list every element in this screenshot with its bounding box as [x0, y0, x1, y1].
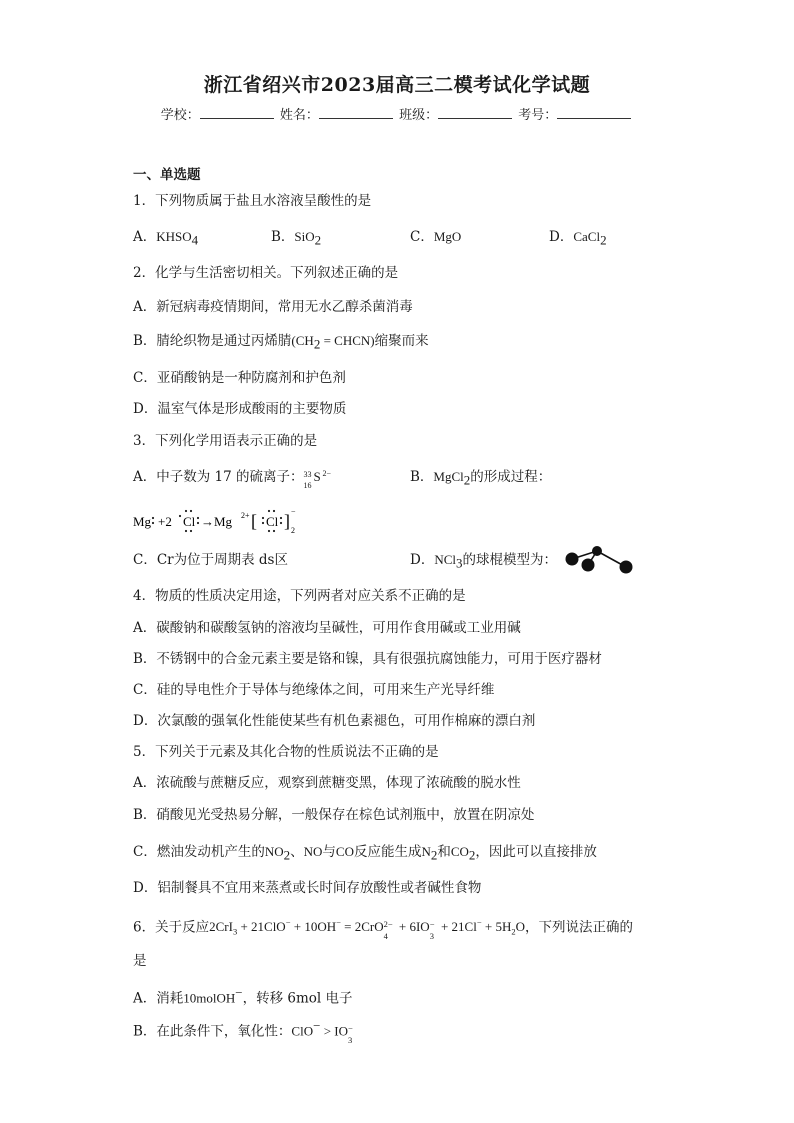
exam-number-label: 考号：	[518, 108, 558, 123]
q5-option-a: A．浓硫酸与蔗糖反应，观察到蔗糖变黑，体现了浓硫酸的脱水性	[133, 775, 521, 791]
q3-option-a: A．中子数为 17 的硫离子： 33 16 S 2−	[133, 469, 332, 490]
q2-stem: 2．化学与生活密切相关。下列叙述正确的是	[133, 265, 399, 281]
q1-option-b: B．SiO$_2$	[271, 229, 322, 248]
lewis-cl-ion: Cl	[266, 514, 279, 529]
q4-stem: 4．物质的性质决定用途，下列两者对应关系不正确的是	[133, 588, 466, 604]
q6-stem-wrap: 是	[133, 953, 147, 969]
lewis-cl: Cl	[183, 514, 196, 529]
q5-option-d: D．铝制餐具不宜用来蒸煮或长时间存放酸性或者碱性食物	[133, 880, 482, 896]
q6-option-b: B．在此条件下，氧化性：ClO− > IO − 3	[133, 1018, 353, 1045]
q6-stem: 6．关于反应2CrI$_3$ + 21ClO− + 10OH− = 2CrO 2− 4 + 6IO − 3 + $21Cl^- + 5H_2O$，下列说法正确的	[133, 918, 633, 942]
class-blank[interactable]	[438, 106, 512, 119]
ncl3-ball-stick-model	[562, 543, 638, 575]
q3-option-b: B．MgCl$_2$的形成过程：	[410, 469, 552, 488]
student-info-line	[0, 104, 794, 123]
section-heading: 一、单选题	[133, 167, 201, 183]
q5-option-b: B．硝酸见光受热易分解，一般保存在棕色试剂瓶中，放置在阴凉处	[133, 807, 535, 823]
lewis-subscript: 2	[291, 526, 295, 535]
mgcl2-formation-diagram	[133, 506, 313, 536]
name-blank[interactable]	[319, 106, 393, 119]
q1-option-a: A．$KHSO_4$	[133, 229, 199, 248]
q5-stem: 5．下列关于元素及其化合物的性质说法不正确的是	[133, 744, 439, 760]
q6-option-a: A．消耗10molOH−，转移 6mol 电子	[133, 985, 353, 1007]
q6-equation: 2CrI$_3$ + 21ClO− + 10OH− = 2CrO 2− 4 + 6IO − 3 + $21Cl^- + 5H_2O$	[209, 918, 525, 942]
q5-option-c: C．燃油发动机产生的$NO_2$、NO与CO反应能生成$N_2$和$CO_2$，因此可以直接排放	[133, 844, 597, 863]
q1-option-d: D．CaCl$_2$	[549, 229, 607, 248]
school-label: 学校：	[160, 108, 200, 123]
q2-option-c: C．亚硝酸钠是一种防腐剂和护色剂	[133, 370, 346, 386]
class-label: 班级：	[399, 108, 439, 123]
q2-option-b: B．腈纶织物是通过丙烯腈($CH_2$ = CHCN)缩聚而来	[133, 333, 429, 352]
q3-stem: 3．下列化学用语表示正确的是	[133, 433, 318, 449]
exam-title: 浙江省绍兴市2023届高三二模考试化学试题	[203, 74, 591, 96]
svg-text:−: −	[291, 507, 296, 516]
q4-option-d: D．次氯酸的强氧化性能使某些有机色素褪色，可用作棉麻的漂白剂	[133, 713, 536, 729]
q1-stem: 1．下列物质属于盐且水溶液呈酸性的是	[133, 193, 372, 209]
q1-option-c: C．MgO	[410, 229, 462, 245]
exam-number-blank[interactable]	[557, 106, 631, 119]
lewis-bracket-open: [	[251, 511, 257, 531]
q2-option-d: D．温室气体是形成酸雨的主要物质	[133, 401, 347, 417]
q4-option-a: A．碳酸钠和碳酸氢钠的溶液均呈碱性，可用作食用碱或工业用碱	[133, 620, 521, 636]
lewis-coefficient: +2	[158, 514, 172, 529]
lewis-bracket-close: ]	[284, 511, 290, 531]
lewis-arrow-mg: →Mg	[201, 514, 233, 529]
q3-option-d: D．NCl$_3$的球棍模型为：	[410, 552, 557, 571]
lewis-mg: Mg	[133, 514, 152, 529]
lewis-mg-charge: 2+	[241, 511, 250, 520]
name-label: 姓名：	[279, 108, 319, 123]
school-blank[interactable]	[200, 106, 274, 119]
q2-option-a: A．新冠病毒疫情期间，常用无水乙醇杀菌消毒	[133, 299, 413, 315]
q3-option-c: C．Cr为位于周期表 ds区	[133, 552, 288, 568]
q4-option-b: B．不锈钢中的合金元素主要是铬和镍，具有很强抗腐蚀能力，可用于医疗器材	[133, 651, 602, 667]
q4-option-c: C．硅的导电性介于导体与绝缘体之间，可用来生产光导纤维	[133, 682, 495, 698]
